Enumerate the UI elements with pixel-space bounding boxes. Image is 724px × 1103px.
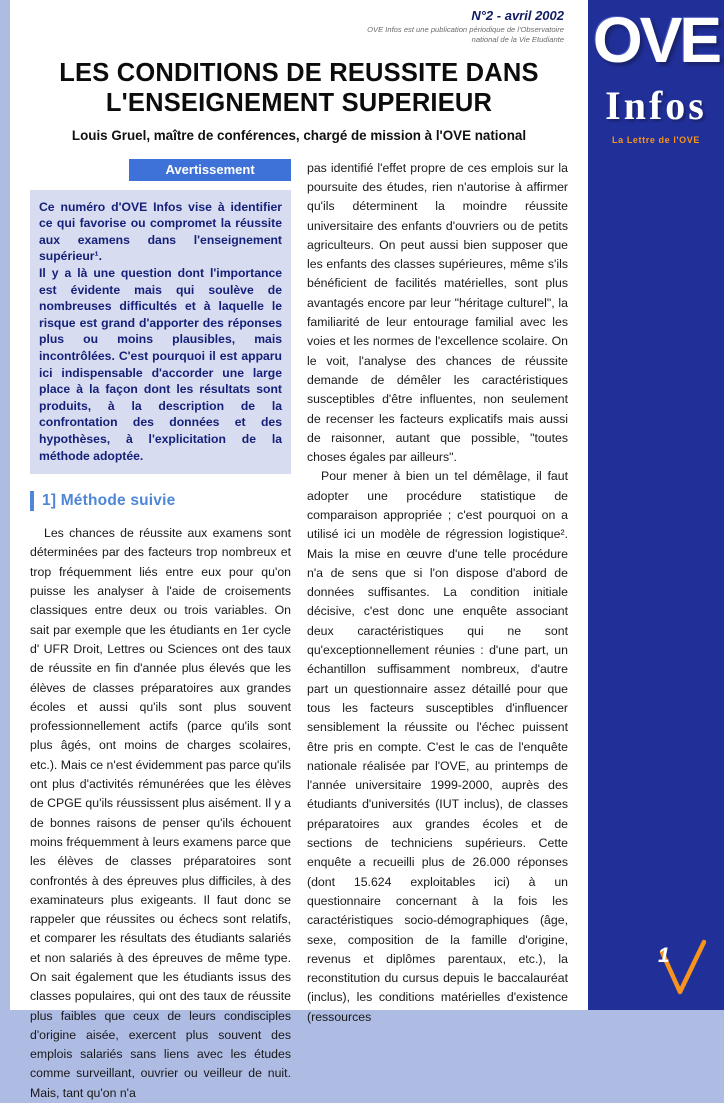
section-heading-methode: 1] Méthode suivie	[30, 491, 291, 511]
body-paragraph-right-2: Pour mener à bien un tel démêlage, il faut adopter une procédure statistique de comparaison appropriée ; c'est pourquoi on a utilisé ici un modèle de régression logistique². Mais la mise en œuvre d'une telle procédure n'a de sens que si l'on dispose d'abord de données suffisantes. La condition initiale décisive, c'est donc une enquête associant deux caractéristiques qui ne sont qu'exceptionnellement réunies : d'une part, un échantillon suffisamment nombreux, d'autre part un questionnaire assez détaillé pour que tous les facteurs susceptibles d'influencer sensiblement la réussite ou l'échec puissent être pris en compte. C'est le cas de l'enquête nationale réalisée par l'OVE, au printemps de l'année universitaire 1999-2000, auprès des étudiants d'universités (IUT inclus), de classes préparatoires aux grandes écoles et de sections de techniciens supérieurs. Cette enquête a recueilli plus de 26.000 réponses (dont 15.624 exploitables ici) à un questionnaire concernant à la fois les caractéristiques socio-démographiques (âge, sexe, composition de la famille d'origine, revenus et diplômes parentaux, etc.), la reconstitution du cursus depuis le baccalauréat (inclus), les conditions matérielles d'existence (ressources	[307, 469, 568, 1024]
body-paragraph-right-1: pas identifié l'effet propre de ces emplois sur la poursuite des études, rien n'autorise à affirmer qu'ils déterminent la moindre réussite universitaire des enfants d'ouvriers ou de petits agriculteurs. On peut aussi bien supposer que les enfants des classes supérieures, même s'ils bénéficient de facilités matérielles, sont plus avantagés encore par leur "héritage culturel", la familiarité de leur entourage familial avec les voies et les normes de l'excellence scolaire. On le voit, l'analyse des chances de réussite demande de démêler les caractéristiques susceptibles d'être influentes, non seulement de recenser les facteurs explicatifs mais aussi de raisonner, autant que possible, "toutes choses égales par ailleurs".	[307, 160, 568, 465]
avertissement-box	[30, 190, 291, 475]
sidebar	[588, 0, 724, 1010]
page-number: 1	[658, 944, 670, 967]
author-line: Louis Gruel, maître de conférences, chargé de mission à l'OVE national	[71, 127, 527, 143]
sidebar-tagline: La Lettre de l'OVE	[612, 135, 700, 145]
avertissement-block	[30, 159, 291, 475]
right-column	[307, 159, 568, 1103]
ove-logo: OVE	[592, 4, 720, 76]
article-title	[30, 58, 568, 118]
article-columns	[30, 159, 568, 1103]
page-number-block	[656, 938, 708, 996]
article-title-line2: L'ENSEIGNEMENT SUPERIEUR	[105, 88, 493, 117]
avertissement-paragraph-1: Ce numéro d'OVE Infos vise à identifier ce qui favorise ou compromet la réussite aux examens dans l'enseignement supérieur¹.	[39, 199, 282, 264]
infos-logo: Infos	[605, 83, 707, 128]
publication-note: OVE Infos est une publication périodique de l'Observatoire national de la Vie Etudiante	[367, 25, 564, 45]
issue-date: N°2 - avril 2002	[471, 8, 564, 23]
avertissement-label: Avertissement	[129, 159, 291, 181]
left-column	[30, 159, 291, 1103]
avertissement-paragraph-2: Il y a là une question dont l'importance est évidente mais qui soulève de nombreuses difficultés et à laquelle le risque est grand d'apporter des réponses plus ou moins plausibles, mais incontrôlées. C'est pourquoi il est apparu ici indispensable d'accorder une large place à la façon dont les résultats sont produits, à la description de la confrontation des données et des hypothèses, à l'explicitation de la méthode adoptée.	[39, 266, 282, 463]
masthead	[30, 8, 568, 143]
article-page	[10, 0, 588, 1100]
body-paragraph-left: Les chances de réussite aux examens sont déterminées par des facteurs trop nombreux et trop fréquemment liés entre eux pour qu'on puisse les analyser à l'aide de croisements classiques entre deux ou trois variables. On sait par exemple que les étudiants en 1er cycle d' UFR Droit, Lettres ou Sciences ont des taux de réussite en fin d'année plus élevés que les élèves de classes préparatoires aux grandes écoles et aussi qu'ils sont plus souvent professionnellement actifs (parce qu'ils sont plus âgés, ont moins de charges scolaires, etc.). Mais ce n'est évidemment pas parce qu'ils ont plus d'activités rémunérées que les élèves de CPGE qu'ils réussissent plus aisément. Il y a de bonnes raisons de penser qu'ils échouent moins fréquemment à leurs examens parce que les élèves de classes préparatoires sont confrontés à des épreuves plus difficiles, à des examinateurs plus exigeants. Il faut donc se rappeler que réussites ou échecs sont relatifs, et comparer les résultats des étudiants salariés et non salariés à des épreuves de même type. On sait également que les étudiants issus des classes populaires, qui ont des taux de réussite plus faibles que ceux de leurs condisciples d'origine aisée, exercent plus souvent des emplois salariés sans liens avec les études comme surveillant, ouvrier ou veilleur de nuit. Mais, tant qu'on n'a	[30, 526, 291, 1100]
article-title-line1: LES CONDITIONS DE REUSSITE DANS	[59, 58, 539, 87]
